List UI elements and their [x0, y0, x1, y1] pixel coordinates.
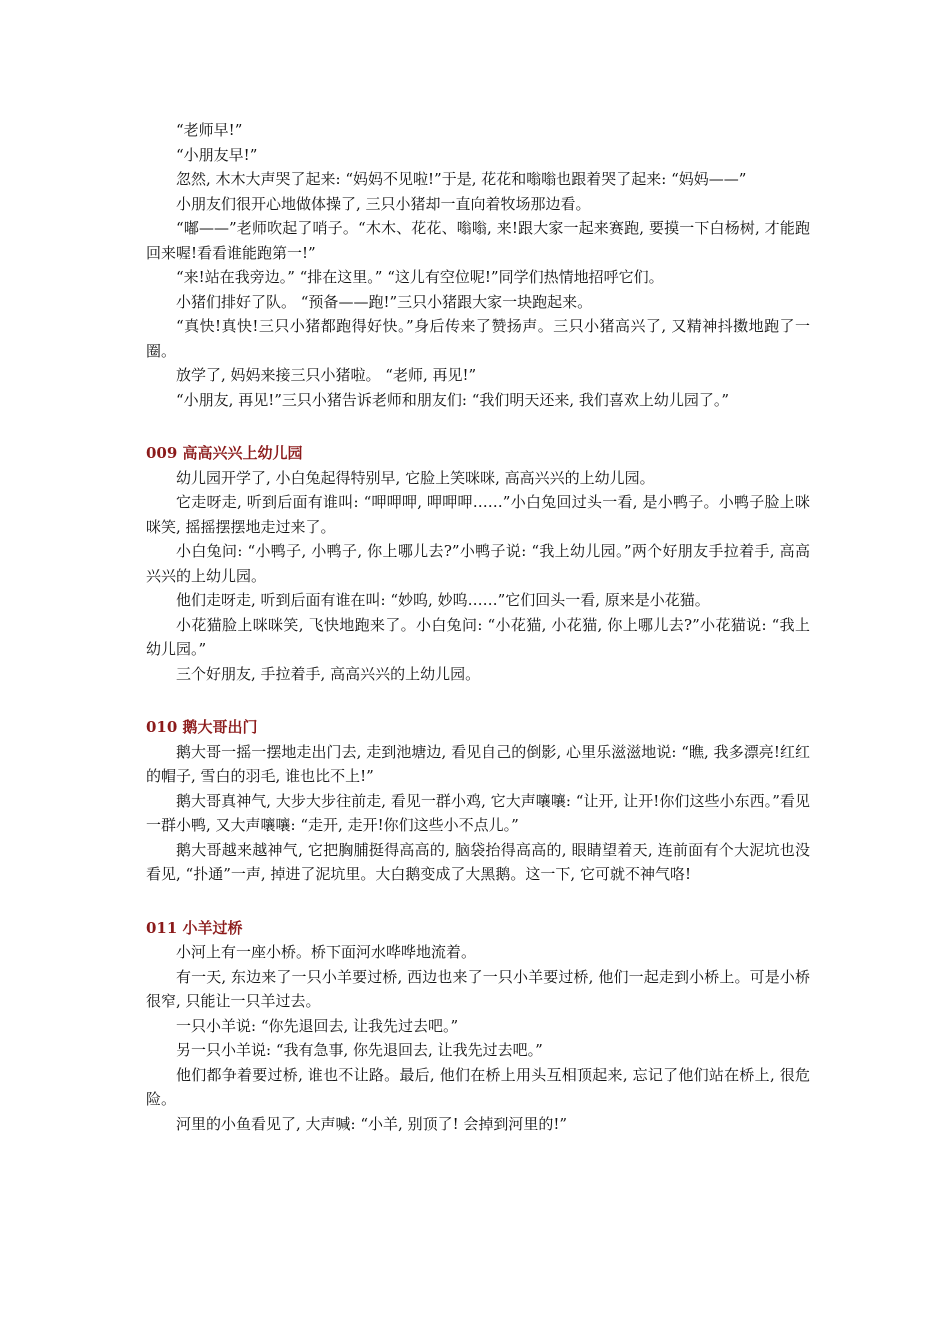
paragraph: 小河上有一座小桥。桥下面河水哗哗地流着。 [176, 943, 477, 961]
paragraph: 一只小羊说: “你先退回去, 让我先过去吧。” [176, 1016, 459, 1035]
paragraph: 他们都争着要过桥, 谁也不让路。最后, 他们在桥上用头互相顶起来, 忘记了他们站在桥上, 很危险。 [146, 1065, 810, 1108]
story-heading: 010 鹅大哥出门 [146, 718, 258, 736]
paragraph: “老师早!” [176, 121, 243, 139]
paragraph: 三个好朋友, 手拉着手, 高高兴兴的上幼儿园。 [176, 664, 481, 683]
paragraph: 他们走呀走, 听到后面有谁在叫: “妙呜, 妙呜……”它们回头一看, 原来是小花猫。 [176, 591, 710, 609]
paragraph: 河里的小鱼看见了, 大声喊: “小羊, 别顶了! 会掉到河里的!” [176, 1114, 568, 1133]
paragraph: 另一只小羊说: “我有急事, 你先退回去, 让我先过去吧。” [176, 1041, 543, 1059]
paragraph: “嘟——”老师吹起了哨子。“木木、花花、嗡嗡, 来!跟大家一起来赛跑, 要摸一下白杨树, 才能跑回来喔!看看谁能跑第一!” [146, 219, 810, 262]
paragraph: 它走呀走, 听到后面有谁叫: “呷呷呷, 呷呷呷……”小白兔回过头一看, 是小鸭子。小鸭子脸上咪咪笑, 摇摇摆摆地走过来了。 [146, 493, 810, 536]
paragraph: 有一天, 东边来了一只小羊要过桥, 西边也来了一只小羊要过桥, 他们一起走到小桥上。可是小桥很窄, 只能让一只羊过去。 [146, 967, 810, 1010]
paragraph: “真快!真快!三只小猪都跑得好快。”身后传来了赞扬声。三只小猪高兴了, 又精神抖擞地跑了一圈。 [146, 317, 810, 360]
document-page [146, 118, 810, 1136]
paragraph: 鹅大哥越来越神气, 它把胸脯挺得高高的, 脑袋抬得高高的, 眼睛望着天, 连前面有个大泥坑也没看见, “扑通”一声, 掉进了泥坑里。大白鹅变成了大黑鹅。这一下, 它可就不神气咯! [146, 840, 810, 883]
paragraph: 小猪们排好了队。 “预备——跑!”三只小猪跟大家一块跑起来。 [176, 292, 593, 311]
paragraph: 放学了, 妈妈来接三只小猪啦。 “老师, 再见!” [176, 366, 477, 384]
paragraph: 小花猫脸上咪咪笑, 飞快地跑来了。小白兔问: “小花猫, 小花猫, 你上哪儿去?”小花猫说: “我上幼儿园。” [146, 615, 810, 658]
story-continuation [146, 118, 810, 412]
paragraph: 幼儿园开学了, 小白兔起得特别早, 它脸上笑咪咪, 高高兴兴的上幼儿园。 [176, 468, 655, 487]
story-009 [146, 441, 810, 686]
paragraph: “来!站在我旁边。” “排在这里。” “这儿有空位呢!”同学们热情地招呼它们。 [176, 268, 664, 286]
paragraph: “小朋友, 再见!”三只小猪告诉老师和朋友们: “我们明天还来, 我们喜欢上幼儿园了。” [176, 390, 730, 409]
paragraph: 小朋友们很开心地做体操了, 三只小猪却一直向着牧场那边看。 [176, 194, 591, 213]
paragraph: 鹅大哥一摇一摆地走出门去, 走到池塘边, 看见自己的倒影, 心里乐滋滋地说: “瞧, 我多漂亮!红红的帽子, 雪白的羽毛, 谁也比不上!” [146, 742, 810, 785]
paragraph: 鹅大哥真神气, 大步大步往前走, 看见一群小鸡, 它大声嚷嚷: “让开, 让开!你们这些小东西。”看见一群小鸭, 又大声嚷嚷: “走开, 走开!你们这些小不点儿。” [146, 791, 810, 834]
story-011 [146, 916, 810, 1137]
story-heading: 011 小羊过桥 [146, 918, 243, 937]
paragraph: 忽然, 木木大声哭了起来: “妈妈不见啦!”于是, 花花和嗡嗡也跟着哭了起来: “妈妈——” [176, 170, 747, 188]
paragraph: “小朋友早!” [176, 145, 258, 164]
paragraph: 小白兔问: “小鸭子, 小鸭子, 你上哪儿去?”小鸭子说: “我上幼儿园。”两个好朋友手拉着手, 高高兴兴的上幼儿园。 [146, 542, 810, 585]
story-010 [146, 715, 810, 887]
story-heading: 009 高高兴兴上幼儿园 [146, 444, 303, 462]
